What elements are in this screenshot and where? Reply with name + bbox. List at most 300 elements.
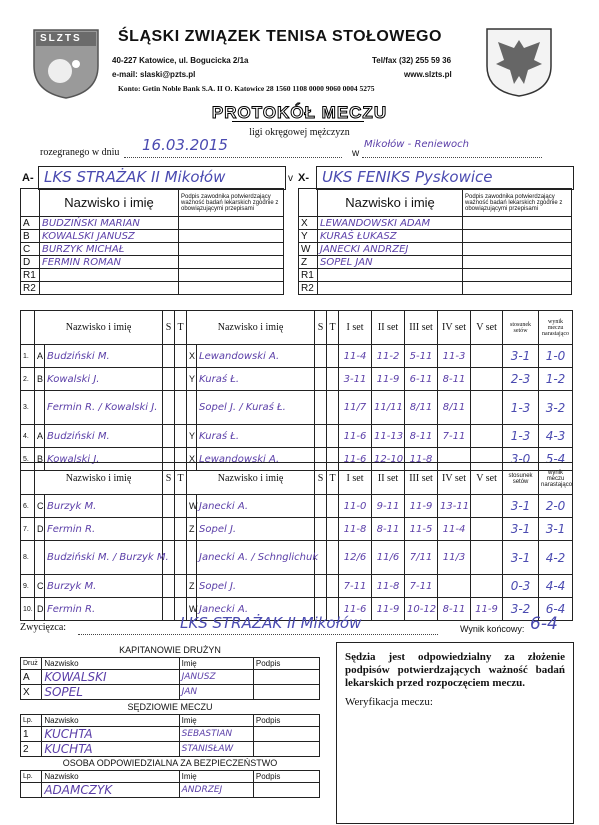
col-set1: I set bbox=[339, 463, 372, 495]
col-set5: V set bbox=[471, 311, 503, 345]
winner-name: LKS STRAŻAK II Mikołów bbox=[180, 614, 362, 632]
roster-signature bbox=[463, 243, 572, 256]
roster-slot: X bbox=[299, 217, 318, 230]
player-a-slot: D bbox=[35, 598, 45, 621]
player-a-name: Fermin R. bbox=[45, 518, 163, 541]
referee-lp: 2 bbox=[21, 742, 42, 757]
set-3-score: 8-11 bbox=[405, 425, 438, 448]
sets-ratio: 1-3 bbox=[503, 425, 539, 448]
col-s: S bbox=[163, 463, 175, 495]
col-t: T bbox=[327, 463, 339, 495]
roster-player-name: JANECKI ANDRZEJ bbox=[318, 243, 463, 256]
col-s: S bbox=[163, 311, 175, 345]
roster-slot: A bbox=[21, 217, 40, 230]
roster-player-name: SOPEL JAN bbox=[318, 256, 463, 269]
roster-signature bbox=[463, 282, 572, 295]
player-a-name: Fermin R. bbox=[45, 598, 163, 621]
t-cell bbox=[327, 495, 339, 518]
player-x-name: Janecki A. bbox=[197, 598, 315, 621]
roster-slot: R1 bbox=[299, 269, 318, 282]
set-5-score: 11-9 bbox=[471, 598, 503, 621]
sets-ratio: 3-1 bbox=[503, 518, 539, 541]
final-score-label: Wynik końcowy: bbox=[460, 624, 525, 634]
roster-signature bbox=[179, 217, 284, 230]
running-result: 4-4 bbox=[539, 575, 573, 598]
game-number: 9. bbox=[21, 575, 35, 598]
running-result: 2-0 bbox=[539, 495, 573, 518]
player-a-slot bbox=[35, 391, 45, 425]
referee-signature bbox=[253, 742, 319, 757]
roster-row bbox=[299, 230, 572, 243]
t-cell bbox=[175, 518, 187, 541]
s-cell bbox=[163, 391, 175, 425]
games-block-2 bbox=[20, 462, 573, 621]
set-1-score: 11-0 bbox=[339, 495, 372, 518]
set-2-score: 11-9 bbox=[372, 368, 405, 391]
col-result: wynik meczu narastająco bbox=[539, 463, 573, 495]
sets-ratio: 3-0 bbox=[503, 448, 539, 471]
player-x-name: Lewandowski A. bbox=[197, 345, 315, 368]
s-cell bbox=[163, 368, 175, 391]
game-number: 3. bbox=[21, 391, 35, 425]
set-4-score: 11-4 bbox=[438, 518, 471, 541]
player-x-slot: Y bbox=[187, 425, 197, 448]
set-3-score: 5-11 bbox=[405, 345, 438, 368]
h-sign: Podpis bbox=[253, 658, 319, 670]
league-subtitle: ligi okręgowej mężczyzn bbox=[249, 127, 350, 138]
roster-slot: W bbox=[299, 243, 318, 256]
s-cell bbox=[163, 575, 175, 598]
s-cell bbox=[315, 495, 327, 518]
running-result: 5-4 bbox=[539, 448, 573, 471]
set-4-score: 8-11 bbox=[438, 368, 471, 391]
game-row bbox=[21, 391, 573, 425]
h-first: Imię bbox=[179, 715, 253, 727]
t-cell bbox=[175, 425, 187, 448]
player-x-slot bbox=[187, 541, 197, 575]
t-cell bbox=[175, 345, 187, 368]
game-number: 7. bbox=[21, 518, 35, 541]
col-set2: II set bbox=[372, 463, 405, 495]
game-number: 6. bbox=[21, 495, 35, 518]
t-cell bbox=[175, 575, 187, 598]
player-x-name: Sopel J. bbox=[197, 518, 315, 541]
game-number: 4. bbox=[21, 425, 35, 448]
set-4-score bbox=[438, 575, 471, 598]
player-x-slot: X bbox=[187, 448, 197, 471]
player-a-name: Kowalski J. bbox=[45, 368, 163, 391]
col-name-a: Nazwisko i imię bbox=[35, 463, 163, 495]
running-result: 4-3 bbox=[539, 425, 573, 448]
roster-player-name: FERMIN ROMAN bbox=[40, 256, 179, 269]
col-set4: IV set bbox=[438, 463, 471, 495]
h-name: Nazwisko bbox=[42, 771, 179, 783]
player-a-slot: B bbox=[35, 368, 45, 391]
sets-ratio: 3-1 bbox=[503, 345, 539, 368]
set-2-score: 9-11 bbox=[372, 495, 405, 518]
set-4-score: 11-3 bbox=[438, 345, 471, 368]
player-x-slot: W bbox=[187, 598, 197, 621]
t-cell bbox=[327, 575, 339, 598]
name-header: Nazwisko i imię bbox=[318, 189, 463, 217]
roster-row bbox=[21, 282, 284, 295]
s-cell bbox=[315, 345, 327, 368]
player-a-name: Budziński M. bbox=[45, 345, 163, 368]
h-name: Nazwisko bbox=[42, 658, 179, 670]
col-s: S bbox=[315, 311, 327, 345]
game-number: 5. bbox=[21, 448, 35, 471]
col-result: wynik meczu narastająco bbox=[539, 311, 573, 345]
col-set2: II set bbox=[372, 311, 405, 345]
player-a-slot: B bbox=[35, 448, 45, 471]
set-2-score: 11/11 bbox=[372, 391, 405, 425]
t-cell bbox=[175, 391, 187, 425]
roster-row bbox=[21, 256, 284, 269]
player-x-slot bbox=[187, 391, 197, 425]
captain-first: JANUSZ bbox=[179, 670, 253, 685]
player-a-name: Burzyk M. bbox=[45, 495, 163, 518]
org-title: ŚLĄSKI ZWIĄZEK TENISA STOŁOWEGO bbox=[118, 28, 442, 45]
set-2-score: 11-2 bbox=[372, 345, 405, 368]
protocol-title: PROTOKÓŁ MECZU bbox=[211, 103, 388, 122]
s-cell bbox=[163, 345, 175, 368]
player-x-name: Kuraś Ł. bbox=[197, 368, 315, 391]
bank-account: Konto: Getin Noble Bank S.A. II O. Katowice 28 1560 1108 0000 9060 0004 5275 bbox=[118, 84, 375, 93]
set-1-score: 11-4 bbox=[339, 345, 372, 368]
in-label: w bbox=[352, 148, 360, 159]
player-x-name: Janecki A. bbox=[197, 495, 315, 518]
player-a-slot: A bbox=[35, 425, 45, 448]
set-2-score: 11-9 bbox=[372, 598, 405, 621]
set-5-score bbox=[471, 368, 503, 391]
game-row bbox=[21, 368, 573, 391]
safety-table bbox=[20, 770, 320, 798]
roster-signature bbox=[179, 230, 284, 243]
captains-table bbox=[20, 657, 320, 700]
h-name: Nazwisko bbox=[42, 715, 179, 727]
set-4-score: 11/3 bbox=[438, 541, 471, 575]
roster-slot: R1 bbox=[21, 269, 40, 282]
set-4-score: 8-11 bbox=[438, 598, 471, 621]
roster-row bbox=[299, 269, 572, 282]
roster-row bbox=[299, 217, 572, 230]
s-cell bbox=[315, 425, 327, 448]
final-score: 6-4 bbox=[530, 614, 558, 634]
player-x-slot: Z bbox=[187, 518, 197, 541]
roster-player-name bbox=[40, 269, 179, 282]
notice-box bbox=[336, 642, 574, 824]
logo-text: SLZTS bbox=[40, 33, 82, 44]
sets-ratio: 3-2 bbox=[503, 598, 539, 621]
winner-label: Zwycięzca: bbox=[20, 622, 67, 633]
running-result: 1-0 bbox=[539, 345, 573, 368]
roster-row bbox=[299, 282, 572, 295]
running-result: 6-4 bbox=[539, 598, 573, 621]
h-sign: Podpis bbox=[253, 771, 319, 783]
match-place: Mikołów - Reniewoch bbox=[364, 139, 469, 150]
sets-ratio: 3-1 bbox=[503, 495, 539, 518]
h-sign: Podpis bbox=[253, 715, 319, 727]
game-row bbox=[21, 541, 573, 575]
player-a-name: Budziński M. bbox=[45, 425, 163, 448]
s-cell bbox=[163, 598, 175, 621]
address: 40-227 Katowice, ul. Bogucicka 2/1a bbox=[112, 56, 249, 65]
set-5-score bbox=[471, 518, 503, 541]
set-3-score: 7/11 bbox=[405, 541, 438, 575]
game-row bbox=[21, 575, 573, 598]
h-lp: Lp. bbox=[21, 715, 42, 727]
referee-first: STANISŁAW bbox=[179, 742, 253, 757]
roster-slot: Y bbox=[299, 230, 318, 243]
set-2-score: 12-10 bbox=[372, 448, 405, 471]
winner-dots bbox=[78, 634, 438, 635]
s-cell bbox=[315, 575, 327, 598]
referee-lp: 1 bbox=[21, 727, 42, 742]
team-a-name: LKS STRAŻAK II Mikołów bbox=[44, 168, 226, 186]
safety-signature bbox=[253, 783, 319, 798]
col-s: S bbox=[315, 463, 327, 495]
team-x-label: X- bbox=[298, 172, 309, 184]
roster-row bbox=[299, 243, 572, 256]
col-t: T bbox=[175, 311, 187, 345]
safety-title: OSOBA ODPOWIEDZIALNA ZA BEZPIECZEŃSTWO bbox=[62, 758, 278, 768]
game-row bbox=[21, 518, 573, 541]
set-5-score bbox=[471, 425, 503, 448]
h-first: Imię bbox=[179, 771, 253, 783]
roster-player-name bbox=[40, 282, 179, 295]
h-lp: Lp. bbox=[21, 771, 42, 783]
roster-signature bbox=[179, 256, 284, 269]
game-number: 2. bbox=[21, 368, 35, 391]
captain-name: KOWALSKI bbox=[42, 670, 179, 685]
roster-slot: Z bbox=[299, 256, 318, 269]
set-1-score: 7-11 bbox=[339, 575, 372, 598]
safety-name: ADAMCZYK bbox=[42, 783, 179, 798]
player-a-slot bbox=[35, 541, 45, 575]
captain-team: A bbox=[21, 670, 42, 685]
roster-signature bbox=[179, 243, 284, 256]
referee-name: KUCHTA bbox=[42, 742, 179, 757]
place-dots bbox=[362, 157, 542, 158]
roster-player-name: BURZYK MICHAŁ bbox=[40, 243, 179, 256]
set-1-score: 3-11 bbox=[339, 368, 372, 391]
roster-player-name: BUDZIŃSKI MARIAN bbox=[40, 217, 179, 230]
roster-slot: C bbox=[21, 243, 40, 256]
captain-name: SOPEL bbox=[42, 685, 179, 700]
player-x-name: Lewandowski A. bbox=[197, 448, 315, 471]
col-sets-ratio: stosunek setów bbox=[503, 463, 539, 495]
set-1-score: 12/6 bbox=[339, 541, 372, 575]
player-a-slot: A bbox=[35, 345, 45, 368]
match-date: 16.03.2015 bbox=[142, 136, 228, 154]
roster-slot: B bbox=[21, 230, 40, 243]
s-cell bbox=[163, 518, 175, 541]
set-5-score bbox=[471, 575, 503, 598]
team-a-label: A- bbox=[22, 172, 34, 184]
set-4-score: 8/11 bbox=[438, 391, 471, 425]
referees-title: SĘDZIOWIE MECZU bbox=[127, 702, 213, 712]
col-name-x: Nazwisko i imię bbox=[187, 463, 315, 495]
referee-signature bbox=[253, 727, 319, 742]
player-a-slot: C bbox=[35, 495, 45, 518]
s-cell bbox=[315, 518, 327, 541]
roster-player-name bbox=[318, 282, 463, 295]
player-x-slot: W bbox=[187, 495, 197, 518]
set-2-score: 11-13 bbox=[372, 425, 405, 448]
roster-signature bbox=[463, 256, 572, 269]
player-x-slot: X bbox=[187, 345, 197, 368]
sets-ratio: 2-3 bbox=[503, 368, 539, 391]
set-1-score: 11-6 bbox=[339, 598, 372, 621]
team-x-name: UKS FENIKS Pyskowice bbox=[322, 168, 493, 186]
referee-name: KUCHTA bbox=[42, 727, 179, 742]
www: www.slzts.pl bbox=[404, 70, 452, 79]
roster-slot: R2 bbox=[21, 282, 40, 295]
set-5-score bbox=[471, 391, 503, 425]
h-team: Druż bbox=[21, 658, 42, 670]
verification-label: Weryfikacja meczu: bbox=[345, 696, 433, 708]
player-x-slot: Y bbox=[187, 368, 197, 391]
set-3-score: 11-9 bbox=[405, 495, 438, 518]
running-result: 3-2 bbox=[539, 391, 573, 425]
player-x-slot: Z bbox=[187, 575, 197, 598]
running-result: 4-2 bbox=[539, 541, 573, 575]
roster-player-name: KOWALSKI JANUSZ bbox=[40, 230, 179, 243]
set-2-score: 11/6 bbox=[372, 541, 405, 575]
game-row bbox=[21, 425, 573, 448]
sets-ratio: 3-1 bbox=[503, 541, 539, 575]
t-cell bbox=[327, 368, 339, 391]
s-cell bbox=[315, 368, 327, 391]
running-result: 3-1 bbox=[539, 518, 573, 541]
roster-row bbox=[21, 230, 284, 243]
safety-first: ANDRZEJ bbox=[179, 783, 253, 798]
col-set4: IV set bbox=[438, 311, 471, 345]
set-3-score: 6-11 bbox=[405, 368, 438, 391]
sets-ratio: 0-3 bbox=[503, 575, 539, 598]
game-row bbox=[21, 495, 573, 518]
team-x-roster bbox=[298, 188, 572, 295]
name-header: Nazwisko i imię bbox=[40, 189, 179, 217]
running-result: 1-2 bbox=[539, 368, 573, 391]
sig-header: Podpis zawodnika potwierdzający ważność badań lekarskich zgodnie z obowiązującymi przepisami bbox=[179, 189, 284, 217]
t-cell bbox=[175, 368, 187, 391]
player-a-name: Budziński M. / Burzyk M. bbox=[45, 541, 163, 575]
player-a-name: Burzyk M. bbox=[45, 575, 163, 598]
player-a-slot: D bbox=[35, 518, 45, 541]
col-name-a: Nazwisko i imię bbox=[35, 311, 163, 345]
player-a-slot: C bbox=[35, 575, 45, 598]
t-cell bbox=[327, 541, 339, 575]
s-cell bbox=[315, 391, 327, 425]
telfax: Tel/fax (32) 255 59 36 bbox=[372, 56, 452, 65]
referee-first: SEBASTIAN bbox=[179, 727, 253, 742]
set-2-score: 8-11 bbox=[372, 518, 405, 541]
game-number: 1. bbox=[21, 345, 35, 368]
set-3-score: 7-11 bbox=[405, 575, 438, 598]
set-3-score: 11-8 bbox=[405, 448, 438, 471]
player-x-name: Sopel J. bbox=[197, 575, 315, 598]
game-row bbox=[21, 345, 573, 368]
roster-row bbox=[21, 269, 284, 282]
roster-slot: D bbox=[21, 256, 40, 269]
team-a-roster bbox=[20, 188, 284, 295]
roster-player-name: LEWANDOWSKI ADAM bbox=[318, 217, 463, 230]
player-x-name: Janecki A. / Schnglichuk bbox=[197, 541, 315, 575]
game-number: 8. bbox=[21, 541, 35, 575]
set-3-score: 8/11 bbox=[405, 391, 438, 425]
set-1-score: 11/7 bbox=[339, 391, 372, 425]
referees-table bbox=[20, 714, 320, 757]
roster-slot: R2 bbox=[299, 282, 318, 295]
captain-team: X bbox=[21, 685, 42, 700]
captain-signature bbox=[253, 685, 319, 700]
t-cell bbox=[327, 425, 339, 448]
col-set5: V set bbox=[471, 463, 503, 495]
captain-first: JAN bbox=[179, 685, 253, 700]
player-a-name: Kowalski J. bbox=[45, 448, 163, 471]
set-1-score: 11-6 bbox=[339, 425, 372, 448]
set-5-score bbox=[471, 541, 503, 575]
sets-ratio: 1-3 bbox=[503, 391, 539, 425]
t-cell bbox=[175, 495, 187, 518]
set-2-score: 11-8 bbox=[372, 575, 405, 598]
roster-row bbox=[21, 243, 284, 256]
player-a-name: Fermin R. / Kowalski J. bbox=[45, 391, 163, 425]
player-x-name: Kuraś Ł. bbox=[197, 425, 315, 448]
roster-row bbox=[299, 256, 572, 269]
captains-title: KAPITANOWIE DRUŻYN bbox=[119, 645, 221, 655]
set-4-score: 7-11 bbox=[438, 425, 471, 448]
col-set3: III set bbox=[405, 463, 438, 495]
set-5-score bbox=[471, 495, 503, 518]
s-cell bbox=[163, 495, 175, 518]
sig-header: Podpis zawodnika potwierdzający ważność badań lekarskich zgodnie z obowiązującymi przepisami bbox=[463, 189, 572, 217]
set-5-score bbox=[471, 345, 503, 368]
roster-signature bbox=[463, 269, 572, 282]
games-block-1 bbox=[20, 310, 573, 471]
pzts-logo bbox=[30, 26, 102, 100]
player-x-name: Sopel J. / Kuraś Ł. bbox=[197, 391, 315, 425]
col-t: T bbox=[327, 311, 339, 345]
t-cell bbox=[327, 518, 339, 541]
notice-text: Sędzia jest odpowiedzialny za złożenie podpisów potwierdzających ważność badań lekarskich przed rozpoczęciem meczu. bbox=[345, 651, 565, 689]
roster-signature bbox=[463, 230, 572, 243]
date-dots bbox=[124, 157, 342, 158]
eagle-emblem bbox=[484, 26, 554, 98]
col-t: T bbox=[175, 463, 187, 495]
roster-signature bbox=[179, 269, 284, 282]
game-number: 10. bbox=[21, 598, 35, 621]
set-3-score: 11-5 bbox=[405, 518, 438, 541]
h-first: Imię bbox=[179, 658, 253, 670]
col-set1: I set bbox=[339, 311, 372, 345]
set-3-score: 10-12 bbox=[405, 598, 438, 621]
roster-signature bbox=[179, 282, 284, 295]
set-1-score: 11-8 bbox=[339, 518, 372, 541]
email: e-mail: slaski@pzts.pl bbox=[112, 70, 196, 79]
title-underline bbox=[232, 121, 364, 122]
col-name-x: Nazwisko i imię bbox=[187, 311, 315, 345]
played-on-label: rozegranego w dniu bbox=[40, 147, 120, 158]
roster-signature bbox=[463, 217, 572, 230]
s-cell bbox=[163, 425, 175, 448]
set-1-score: 11-6 bbox=[339, 448, 372, 471]
col-sets-ratio: stosunek setów bbox=[503, 311, 539, 345]
versus: v bbox=[288, 173, 293, 184]
t-cell bbox=[175, 541, 187, 575]
roster-player-name bbox=[318, 269, 463, 282]
